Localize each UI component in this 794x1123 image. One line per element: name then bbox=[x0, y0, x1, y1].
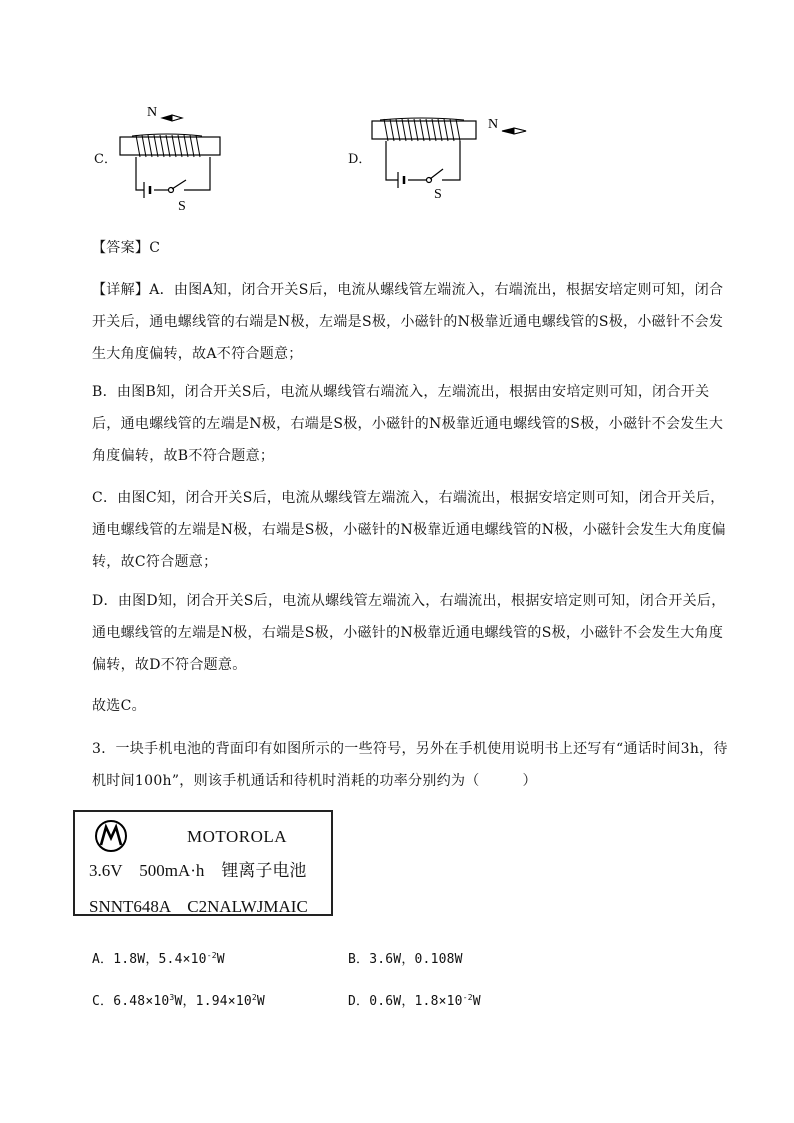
detail-c: C．由图C知，闭合开关S后，电流从螺线管左端流入，右端流出，根据安培定则可知，闭合开关后，通电螺线管的左端是N极，右端是S极，小磁针的N极靠近通电螺线管的N极，小磁针会发生大角度偏转，故C符合题意； bbox=[92, 490, 726, 570]
compass-needle-c bbox=[162, 115, 182, 121]
switch-label-d: S bbox=[434, 187, 442, 202]
conclusion: 故选C。 bbox=[92, 698, 146, 714]
battery-spec: 3.6V 500mA·h 锂离子电池 bbox=[89, 861, 307, 880]
circuit-d bbox=[386, 141, 460, 188]
detail-b: B．由图B知，闭合开关S后，电流从螺线管右端流入，左端流出，根据由安培定则可知，闭合开关后，通电螺线管的左端是N极，右端是S极，小磁针的N极靠近通电螺线管的S极，小磁针不会发生大角度偏转，故B不符合题意； bbox=[92, 384, 724, 464]
question-3-stem: 3．一块手机电池的背面印有如图所示的一些符号，另外在手机使用说明书上还写有“通话时间3h，待机时间100h”，则该手机通话和待机时消耗的功率分别约为（ ） bbox=[92, 741, 728, 789]
north-label-c: N bbox=[147, 105, 158, 120]
north-label-d: N bbox=[488, 117, 499, 132]
choice-c: C．$6.48\times 10^3W$，$1.94\times 10^2W$ bbox=[92, 993, 265, 1009]
battery-brand: MOTOROLA bbox=[187, 827, 288, 846]
detail-d: D．由图D知，闭合开关S后，电流从螺线管左端流入，右端流出，根据安培定则可知，闭合开关后，通电螺线管的左端是N极，右端是S极，小磁针的N极靠近通电螺线管的S极，小磁针不会发生大角度偏转，故D不符合题意。 bbox=[92, 593, 726, 673]
compass-needle-d bbox=[502, 128, 526, 134]
choice-d: D．0.6W，$1.8\times 10^{-2}W$ bbox=[348, 993, 481, 1009]
switch-label-c: S bbox=[178, 199, 186, 214]
figure-d-label: D． bbox=[348, 152, 372, 167]
circuit-c bbox=[136, 157, 210, 198]
figure-c-label: C． bbox=[94, 152, 117, 167]
battery-code: SNNT648A C2NALWJMAIC bbox=[89, 897, 308, 916]
battery-label bbox=[73, 810, 333, 916]
answer-line: 【答案】C bbox=[92, 240, 161, 256]
solenoid-d-diagram bbox=[346, 110, 536, 202]
choice-b: B．3.6W，0.108W bbox=[348, 952, 463, 967]
choice-a: A．1.8W，$5.4\times 10^{-2}W$ bbox=[92, 951, 225, 967]
detail-a: 【详解】A．由图A知，闭合开关S后，电流从螺线管左端流入，右端流出，根据安培定则可知，闭合开关后，通电螺线管的右端是N极，左端是S极，小磁针的N极靠近通电螺线管的S极，小磁针不会发生大角度偏转，故A不符合题意； bbox=[92, 282, 724, 362]
solenoid-c-diagram bbox=[92, 96, 242, 216]
motorola-logo-icon bbox=[93, 818, 129, 854]
